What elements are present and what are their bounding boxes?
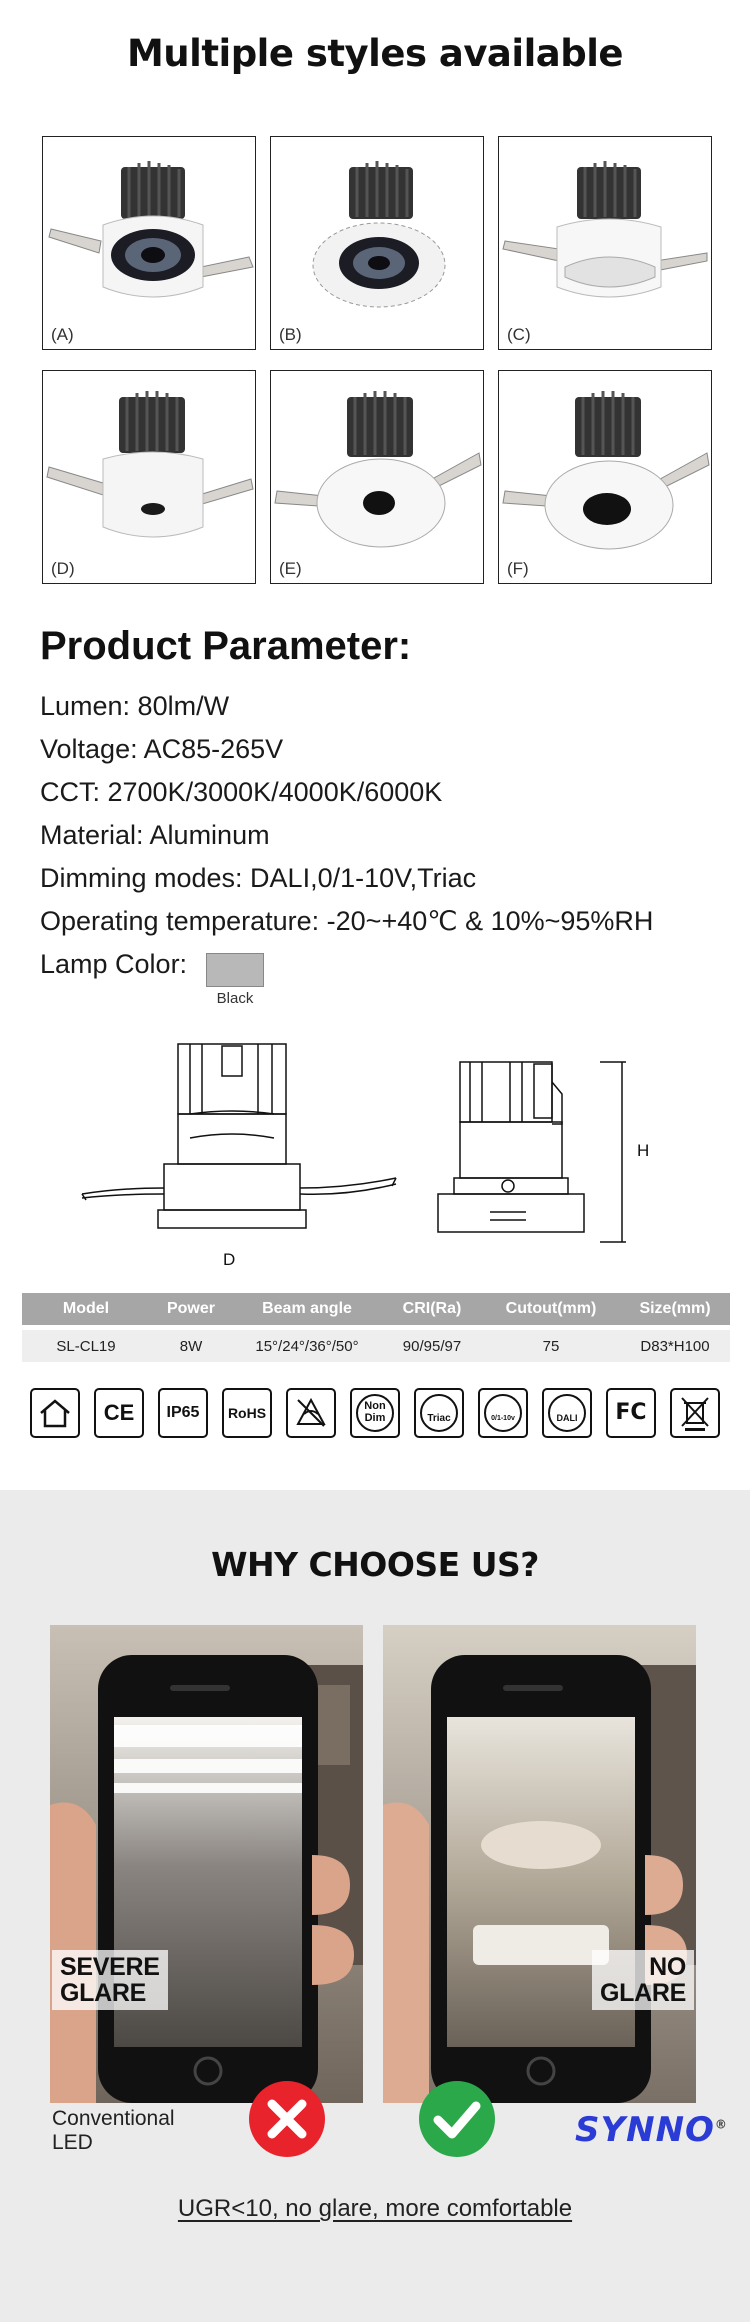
param-voltage: Voltage: AC85-265V xyxy=(40,734,284,764)
front-dimension-drawing xyxy=(78,1038,408,1258)
brand-logo: SYNNO® xyxy=(575,2110,728,2150)
param-cct: CCT: 2700K/3000K/4000K/6000K xyxy=(40,777,443,807)
style-label: (F) xyxy=(507,559,529,578)
downlight-image xyxy=(499,137,712,350)
dimension-d-label: D xyxy=(223,1250,236,1269)
style-tile-b xyxy=(270,136,484,350)
downlight-image xyxy=(271,371,484,584)
style-tile-f xyxy=(498,370,712,584)
cell-size: D83*H100 xyxy=(640,1337,710,1355)
header-cutout: Cutout(mm) xyxy=(505,1300,597,1317)
side-dimension-drawing xyxy=(430,1052,650,1252)
styles-title: Multiple styles available xyxy=(126,32,623,75)
param-lamp-color: Lamp Color: xyxy=(40,949,188,979)
style-label: (B) xyxy=(279,325,302,344)
spec-table-header xyxy=(22,1293,730,1325)
conventional-led-caption: Conventional LED xyxy=(52,2107,175,2154)
ce-mark-icon: CE xyxy=(94,1388,144,1438)
cell-cri: 90/95/97 xyxy=(402,1337,462,1355)
style-tile-c xyxy=(498,136,712,350)
dim-0-10v-icon: 0/1-10v xyxy=(478,1388,528,1438)
header-model: Model xyxy=(62,1300,110,1317)
why-title: WHY CHOOSE US? xyxy=(211,1545,539,1584)
cell-beam-angle: 15°/24°/36°/50° xyxy=(255,1337,359,1355)
dimension-h-label: H xyxy=(637,1141,650,1160)
style-label: (C) xyxy=(507,325,531,344)
certification-icons xyxy=(30,1388,730,1438)
triac-icon: Triac xyxy=(414,1388,464,1438)
severe-glare-tag: SEVERE GLARE xyxy=(52,1950,168,2010)
cell-power: 8W xyxy=(179,1337,203,1355)
fcc-icon: FC xyxy=(606,1388,656,1438)
downlight-image xyxy=(43,371,256,584)
non-dim-icon: Non Dim xyxy=(350,1388,400,1438)
cross-icon xyxy=(248,2080,326,2158)
cell-model: SL-CL19 xyxy=(56,1337,116,1355)
spec-table xyxy=(22,1293,730,1362)
header-cri: CRI(Ra) xyxy=(402,1300,462,1317)
param-dimming: Dimming modes: DALI,0/1-10V,Triac xyxy=(40,863,477,893)
param-temperature: Operating temperature: -20~+40℃ & 10%~95%RH xyxy=(40,906,654,936)
style-tile-d xyxy=(42,370,256,584)
parameters-title: Product Parameter: xyxy=(40,624,412,668)
downlight-image xyxy=(271,137,484,350)
rohs-icon: RoHS xyxy=(222,1388,272,1438)
cell-cutout: 75 xyxy=(542,1337,560,1355)
style-label: (A) xyxy=(51,325,74,344)
no-glare-tag: NO GLARE xyxy=(592,1950,694,2010)
param-lumen: Lumen: 80lm/W xyxy=(40,691,230,721)
ugr-tagline: UGR<10, no glare, more comfortable xyxy=(177,2195,573,2222)
param-material: Material: Aluminum xyxy=(40,820,270,850)
parameters-list xyxy=(40,685,653,986)
downlight-image xyxy=(499,371,712,584)
style-label: (E) xyxy=(279,559,302,578)
severe-glare-photo xyxy=(50,1625,363,2103)
checkmark-icon xyxy=(418,2080,496,2158)
header-beam-angle: Beam angle xyxy=(262,1300,352,1317)
lamp-color-swatch xyxy=(206,953,264,987)
style-label: (D) xyxy=(51,559,75,578)
style-tile-a xyxy=(42,136,256,350)
weee-bin-icon xyxy=(670,1388,720,1438)
no-glare-photo xyxy=(383,1625,696,2103)
style-tile-e xyxy=(270,370,484,584)
dali-icon: DALI xyxy=(542,1388,592,1438)
header-size: Size(mm) xyxy=(639,1300,711,1317)
table-row xyxy=(22,1330,730,1362)
downlight-image xyxy=(43,137,256,350)
indoor-house-icon xyxy=(30,1388,80,1438)
ip65-icon: IP65 xyxy=(158,1388,208,1438)
lamp-color-label: Black xyxy=(216,990,254,1007)
insulation-cover-icon xyxy=(286,1388,336,1438)
header-power: Power xyxy=(166,1300,215,1317)
